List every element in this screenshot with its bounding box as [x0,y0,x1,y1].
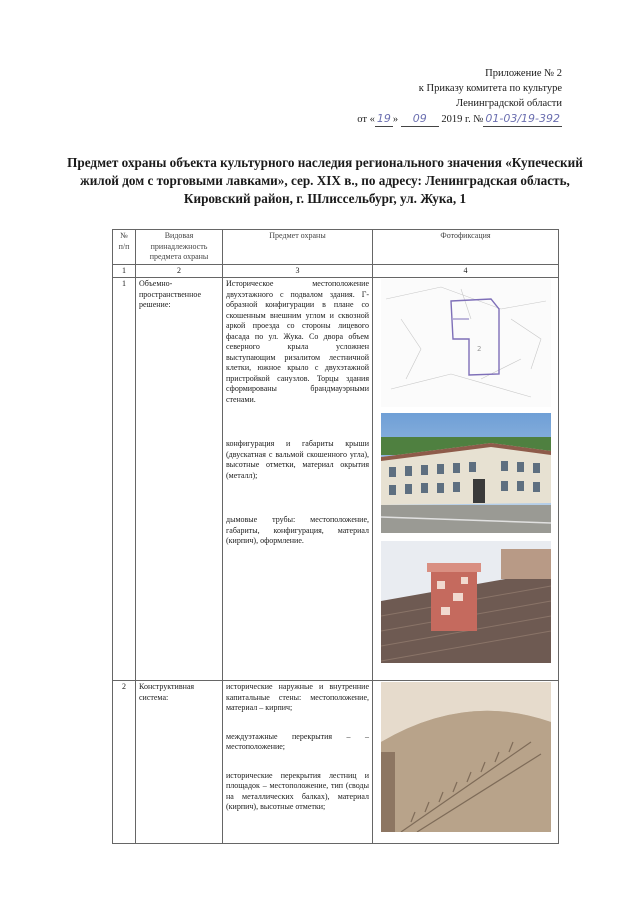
header-photo: Фотофиксация [373,230,559,265]
document-title: Предмет охраны объекта культурного наследия регионального значения «Купеческий жилой дом с торговыми лавками», сер. XIX в., по адресу: Ленинградская область, Кировский район, г. Шлиссельбург, ул. Жука, 1 [67,155,583,206]
date-year: 2019 г. № [441,114,484,125]
colnum-2: 2 [136,264,223,278]
table-row [113,278,559,681]
row-1-num: 1 [113,278,136,681]
date-prefix: от « [357,114,375,125]
order-number: 01-03/19-392 [485,112,560,125]
colnum-1: 1 [113,264,136,278]
row-1-items [223,278,373,681]
row-2-item-1: исторические наружные и внутренние капитальные стены: местоположение, материал – кирпич; [226,682,369,712]
row-2-item-2: междуэтажные перекрытия – – местоположение; [226,731,369,751]
appendix-block [302,66,562,127]
appendix-line-3: Ленинградской области [456,98,562,109]
chimney-photo [381,541,551,663]
appendix-line-1: Приложение № 2 [485,68,562,79]
row-2-items [223,681,373,844]
row-1-type: Объемно-пространственное решение: [136,278,223,681]
stair-vault-photo [381,682,551,832]
header-type: Видовая принадлежность предмета охраны [136,230,223,265]
row-1-item-1: Историческое местоположение двухэтажного с подвалом здания. Г-образной конфигурации в плане со скошенным внешним углом и сквозной аркой проезда со стороны лицевого фасада по ул. Жука. Со двора объем северного крыла усложнен выступающим ризалитом лестничной клетки, южное крыло с двухэтажной пристройкой санузлов. Торцы здания сформированы брандмауэрными стенами. [226,279,369,404]
row-2-num: 2 [113,681,136,844]
colnum-4: 4 [373,264,559,278]
table-header-row [113,230,559,265]
date-day: 19 [376,112,391,125]
appendix-line-2: к Приказу комитета по культуре [418,83,562,94]
colnum-3: 3 [223,264,373,278]
header-num: № п/п [113,230,136,265]
column-number-row [113,264,559,278]
header-subject: Предмет охраны [223,230,373,265]
row-1-item-2: конфигурация и габариты крыши (двускатная с вальмой скошенного угла), высотные отметки, материал окрытия (металл); [226,439,369,480]
row-1-item-3: дымовые трубы: местоположение, габариты, конфигурация, материал (кирпич), оформление. [226,515,369,545]
date-month: 09 [401,111,439,127]
protection-table [112,229,559,844]
building-photo [381,413,551,533]
row-2-type: Конструктивная система: [136,681,223,844]
table-row [113,681,559,844]
row-2-photos [373,681,559,844]
date-mid: » [392,114,399,125]
site-plan-image [381,279,551,407]
row-2-item-3: исторические перекрытия лестниц и площадок – местоположение, тип (своды на металлических балках), материал (кирпич), высотные отметки; [226,770,369,811]
appendix-date-line [302,111,562,127]
svg-text:2: 2 [476,345,481,353]
row-1-photos [373,278,559,681]
